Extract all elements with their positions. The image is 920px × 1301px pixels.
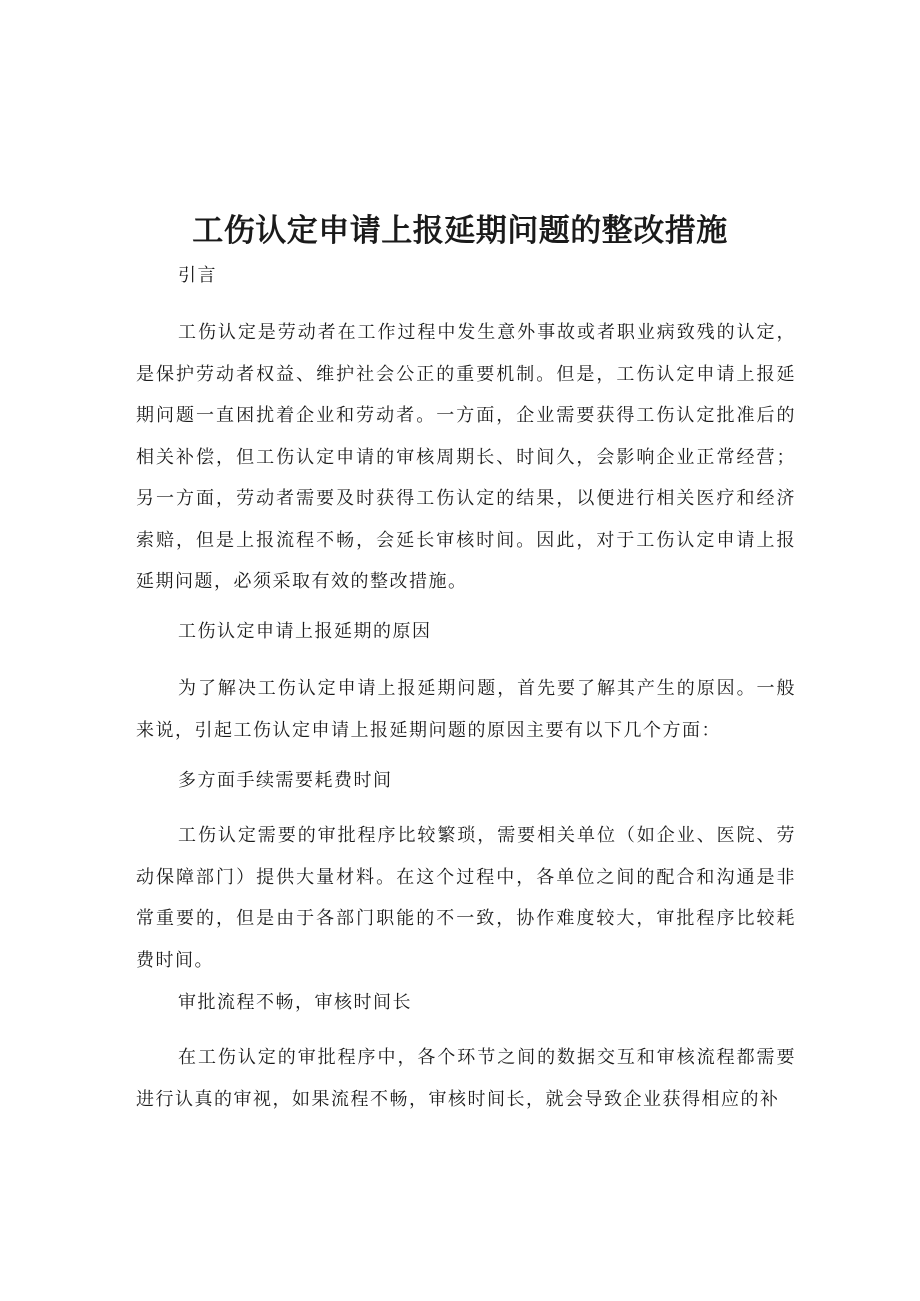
cause2-heading: 审批流程不畅，审核时间长	[178, 992, 412, 1013]
intro-paragraph: 工伤认定是劳动者在工作过程中发生意外事故或者职业病致残的认定，是保护劳动者权益、维护社会公正的重要机制。但是，工伤认定申请上报延期问题一直困扰着企业和劳动者。一方面，企业需要获得工伤认定批准后的相关补偿，但工伤认定申请的审核周期长、时间久，会影响企业正常经营；另一方面，劳动者需要及时获得工伤认定的结果，以便进行相关医疗和经济索赔，但是上报流程不畅，会延长审核时间。因此，对于工伤认定申请上报延期问题，必须采取有效的整改措施。	[136, 322, 796, 592]
intro-heading: 引言	[178, 265, 217, 286]
causes-paragraph: 为了解决工伤认定申请上报延期问题，首先要了解其产生的原因。一般来说，引起工伤认定申请上报延期问题的原因主要有以下几个方面：	[136, 678, 796, 741]
document-title: 工伤认定申请上报延期问题的整改措施	[192, 213, 728, 249]
cause2-paragraph: 在工伤认定的审批程序中，各个环节之间的数据交互和审核流程都需要进行认真的审视，如果流程不畅，审核时间长，就会导致企业获得相应的补	[136, 1047, 796, 1110]
causes-heading: 工伤认定申请上报延期的原因	[178, 621, 432, 642]
cause1-heading: 多方面手续需要耗费时间	[178, 770, 393, 791]
cause1-paragraph: 工伤认定需要的审批程序比较繁琐，需要相关单位（如企业、医院、劳动保障部门）提供大量材料。在这个过程中，各单位之间的配合和沟通是非常重要的，但是由于各部门职能的不一致，协作难度较大，审批程序比较耗费时间。	[136, 825, 796, 971]
